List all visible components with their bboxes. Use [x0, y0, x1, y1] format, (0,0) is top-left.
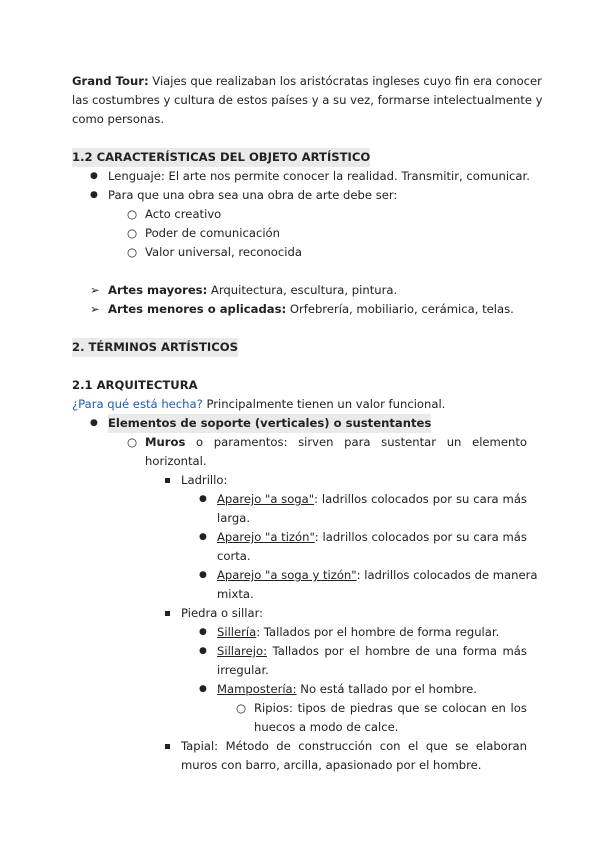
aparejo-tizon-word: por: [433, 530, 453, 544]
aparejo-tizon-word: cara: [473, 530, 499, 544]
muros-word: o: [196, 435, 204, 449]
bullet-obra-de-arte: Para que una obra sea una obra de arte debe ser:: [108, 188, 398, 202]
aparejo-soga-line-2: larga.: [217, 511, 251, 525]
muros-line-2: horizontal.: [145, 454, 207, 468]
sillarejo-term: Sillarejo:: [217, 644, 267, 658]
ripios-word: tipos: [297, 701, 326, 715]
square-bullet-icon: [165, 744, 170, 749]
aparejo-soga-line-1: [217, 490, 527, 509]
artes-menores-term: Artes menores o aplicadas:: [108, 302, 287, 316]
grand-tour-line-3: como personas.: [72, 112, 165, 126]
tapial-word: Tapial:: [181, 739, 219, 753]
muros-word: un: [446, 435, 462, 449]
sillarejo-word: más: [502, 644, 527, 658]
piedra-label: Piedra o sillar:: [181, 606, 264, 620]
grand-tour-text: Viajes que realizaban los aristócratas ingleses cuyo fin era conocer: [152, 74, 542, 88]
section-2-1-heading: 2.1 ARQUITECTURA: [72, 378, 198, 392]
aparejo-soga-tizon-line-2: mixta.: [217, 587, 254, 601]
sub-bullet-comunicacion: Poder de comunicación: [145, 226, 280, 240]
bullet-dot-marker: ●: [199, 684, 207, 694]
bullet-dot-marker: ●: [90, 171, 98, 181]
sub-bullet-valor-universal: Valor universal, reconocida: [145, 245, 302, 259]
tapial-word: el: [408, 739, 419, 753]
muros-word: para: [344, 435, 371, 449]
aparejo-tizon-word: su: [456, 530, 470, 544]
square-bullet-icon: [165, 611, 170, 616]
aparejo-soga-word: cara: [473, 492, 499, 506]
artes-menores-text: Orfebrería, mobiliario, cerámica, telas.: [289, 302, 514, 316]
function-question-line: [72, 395, 445, 414]
sillarejo-word: Tallados: [272, 644, 319, 658]
aparejo-soga-word: colocados: [371, 492, 429, 506]
ripios-word: que: [397, 701, 420, 715]
aparejo-soga-tizon-text: : ladrillos colocados de manera: [356, 568, 538, 582]
sillarejo-line-1: [217, 642, 527, 661]
artes-mayores-item: [108, 281, 397, 300]
aparejo-soga-term-wrap: [217, 490, 318, 509]
elementos-soporte-heading: Elementos de soporte (verticales) o sustentantes: [108, 414, 431, 433]
mamposteria-item: [217, 680, 477, 699]
ripios-word: en: [491, 701, 506, 715]
bullet-circle-marker: ○: [127, 226, 138, 240]
tapial-word: se: [455, 739, 469, 753]
aparejo-tizon-term: Aparejo "a tizón": [217, 530, 315, 544]
bullet-dot-marker: ●: [90, 418, 98, 428]
bullet-circle-marker: ○: [127, 245, 138, 259]
aparejo-soga-word: su: [455, 492, 470, 506]
aparejo-soga-colon: :: [314, 492, 318, 506]
bullet-dot-marker: ●: [199, 627, 207, 637]
ripios-line-1: [254, 699, 527, 718]
aparejo-tizon-colon: :: [314, 530, 319, 544]
artes-mayores-text: Arquitectura, escultura, pintura.: [210, 283, 398, 297]
sub-bullet-acto-creativo: Acto creativo: [145, 207, 222, 221]
aparejo-soga-tizon-line-1: [217, 566, 538, 585]
ladrillo-label: Ladrillo:: [181, 473, 228, 487]
ripios-word: piedras: [349, 701, 393, 715]
ripios-word: colocan: [442, 701, 487, 715]
muros-word: sustentar: [381, 435, 437, 449]
sillarejo-word: forma: [462, 644, 497, 658]
muros-line-1: [145, 433, 527, 452]
aparejo-soga-word: más: [502, 492, 527, 506]
aparejo-tizon-word: colocados: [371, 530, 430, 544]
aparejo-tizon-word: ladrillos: [322, 530, 368, 544]
tapial-word: que: [425, 739, 448, 753]
ripios-word: de: [330, 701, 346, 715]
grand-tour-line-1: [72, 72, 542, 91]
grand-tour-term: Grand Tour:: [72, 74, 149, 88]
tapial-word: elaboran: [475, 739, 527, 753]
bullet-dot-marker: ●: [90, 190, 98, 200]
sillarejo-word: una: [435, 644, 458, 658]
bullet-circle-marker: ○: [127, 435, 138, 449]
muros-term: Muros: [145, 435, 186, 449]
tapial-line-1: [181, 737, 527, 756]
aparejo-soga-word: ladrillos: [321, 492, 368, 506]
artes-mayores-term: Artes mayores:: [108, 283, 208, 297]
artes-menores-item: [108, 300, 514, 319]
ripios-line-2: huecos a modo de calce.: [254, 720, 399, 734]
mamposteria-term: Mampostería:: [217, 682, 297, 696]
tapial-word: con: [379, 739, 401, 753]
tapial-word: Método: [225, 739, 269, 753]
arrow-bullet-icon: ➢: [90, 283, 100, 297]
aparejo-soga-tizon-term: Aparejo "a soga y tizón": [217, 568, 357, 582]
tapial-word: de: [276, 739, 291, 753]
muros-word: sirven: [298, 435, 334, 449]
sillarejo-line-2: irregular.: [217, 663, 269, 677]
aparejo-soga-word: por: [432, 492, 453, 506]
grand-tour-line-2: las costumbres y cultura de estos países y a su vez, formarse intelectualmente y: [72, 93, 543, 107]
muros-word: elemento: [472, 435, 527, 449]
aparejo-tizon-line-2: corta.: [217, 549, 251, 563]
bullet-dot-marker: ●: [199, 646, 207, 656]
tapial-word: construcción: [298, 739, 373, 753]
bullet-circle-marker: ○: [236, 701, 247, 715]
sillarejo-word: por: [324, 644, 344, 658]
bullet-lenguaje: Lenguaje: El arte nos permite conocer la realidad. Transmitir, comunicar.: [108, 169, 530, 183]
aparejo-tizon-line-1: [217, 528, 527, 547]
sillarejo-word: hombre: [365, 644, 410, 658]
ripios-word: los: [510, 701, 527, 715]
sillarejo-word: de: [415, 644, 430, 658]
bullet-dot-marker: ●: [199, 532, 207, 542]
aparejo-tizon-word: más: [502, 530, 527, 544]
mamposteria-text: No está tallado por el hombre.: [300, 682, 477, 696]
section-1-2-heading: 1.2 CARACTERÍSTICAS DEL OBJETO ARTÍSTICO: [72, 148, 370, 167]
arrow-bullet-icon: ➢: [90, 302, 100, 316]
silleria-term: Sillería: [217, 625, 257, 639]
sillarejo-word: el: [349, 644, 360, 658]
function-answer: Principalmente tienen un valor funcional.: [206, 397, 446, 411]
section-2-heading: 2. TÉRMINOS ARTÍSTICOS: [72, 338, 238, 357]
bullet-circle-marker: ○: [127, 207, 138, 221]
silleria-text: : Tallados por el hombre de forma regular.: [256, 625, 500, 639]
tapial-line-2: muros con barro, arcilla, apasionado por el hombre.: [181, 758, 482, 772]
function-question: ¿Para qué está hecha?: [72, 397, 203, 411]
ripios-word: Ripios:: [254, 701, 293, 715]
silleria-item: [217, 623, 499, 642]
aparejo-soga-term: Aparejo "a soga": [217, 492, 315, 506]
bullet-dot-marker: ●: [199, 570, 207, 580]
muros-word: paramentos:: [213, 435, 288, 449]
bullet-dot-marker: ●: [199, 494, 207, 504]
ripios-word: se: [424, 701, 438, 715]
square-bullet-icon: [165, 478, 170, 483]
aparejo-tizon-term-wrap: [217, 528, 319, 547]
